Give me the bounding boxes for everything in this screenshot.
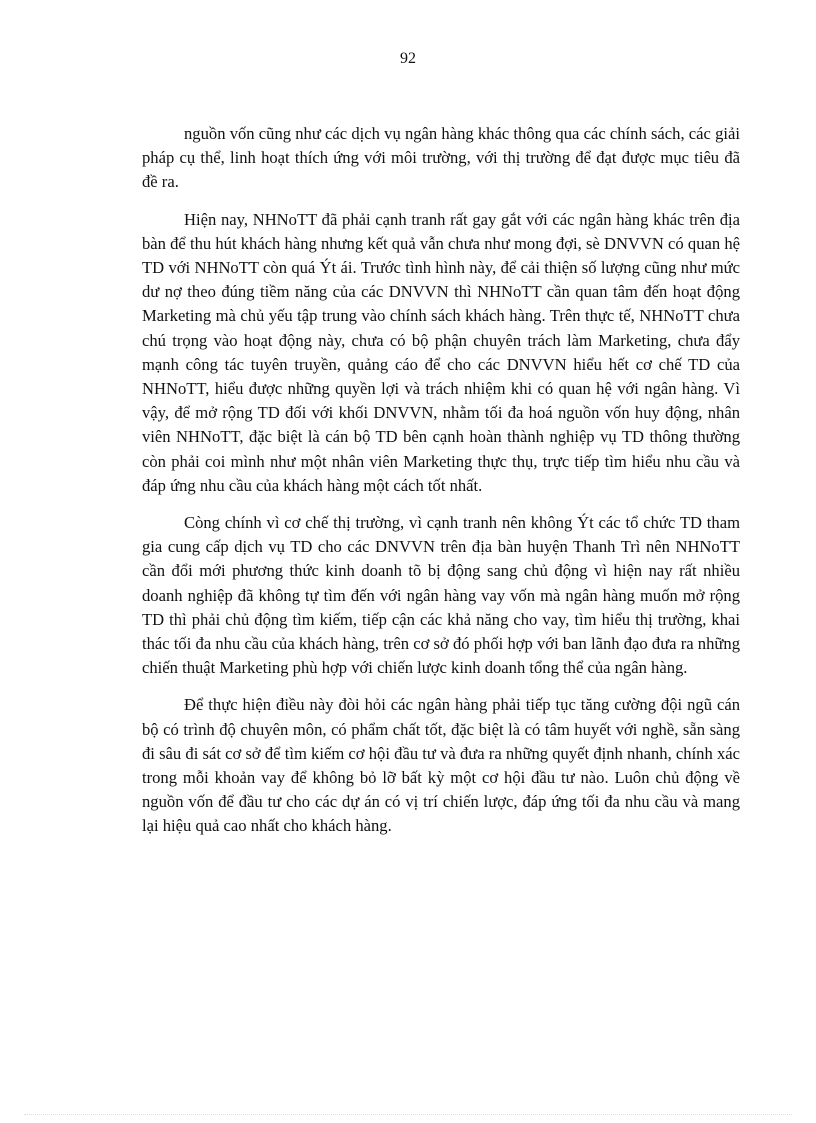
paragraph-3: Còng chính vì cơ chế thị trường, vì cạnh tranh nên không Ýt các tổ chức TD tham gia cung cấp dịch vụ TD cho các DNVVN trên địa bàn huyện Thanh Trì nên NHNoTT cần đổi mới phương thức kinh doanh tõ bị động sang chủ động vì hiện nay rất nhiều doanh nghiệp đã không tự tìm đến với ngân hàng vay vốn mà ngân hàng muốn mở rộng TD thì phải chủ động tìm kiếm, tiếp cận các khả năng cho vay, tìm hiểu thị trường, khai thác tối đa nhu cầu của khách hàng, trên cơ sở đó phối hợp với ban lãnh đạo đưa ra những chiến thuật Marketing phù hợp với chiến lược kinh doanh tổng thể của ngân hàng. bbox=[142, 513, 740, 678]
paragraph-1: nguồn vốn cũng như các dịch vụ ngân hàng khác thông qua các chính sách, các giải pháp cụ thể, linh hoạt thích ứng với môi trường, với thị trường để đạt được mục tiêu đã đề ra. bbox=[142, 124, 740, 192]
page-bottom-divider bbox=[24, 1114, 792, 1115]
body-text bbox=[142, 122, 740, 852]
paragraph-2: Hiện nay, NHNoTT đã phải cạnh tranh rất gay gắt với các ngân hàng khác trên địa bàn để thu hút khách hàng nhưng kết quả vẫn chưa như mong đợi, sè DNVVN có quan hệ TD với NHNoTT còn quá Ýt ái. Trước tình hình này, để cải thiện số lượng cũng như mức dư nợ theo đúng tiềm năng của các DNVVN thì NHNoTT cần quan tâm đến hoạt động Marketing mà chủ yếu tập trung vào chính sách khách hàng. Trên thực tế, NHNoTT chưa chú trọng vào hoạt động này, chưa có bộ phận chuyên trách làm Marketing, chưa đẩy mạnh công tác tuyên truyền, quảng cáo để cho các DNVVN hiểu hết cơ chế TD của NHNoTT, hiểu được những quyền lợi và trách nhiệm khi có quan hệ với ngân hàng. Vì vậy, để mở rộng TD đối với khối DNVVN, nhằm tối đa hoá nguồn vốn huy động, nhân viên NHNoTT, đặc biệt là cán bộ TD bên cạnh hoàn thành nghiệp vụ TD thông thường còn phải coi mình như một nhân viên Marketing thực thụ, trực tiếp tìm hiểu nhu cầu và đáp ứng nhu cầu của khách hàng một cách tốt nhất. bbox=[142, 209, 740, 495]
paragraph-4: Để thực hiện điều này đòi hỏi các ngân hàng phải tiếp tục tăng cường đội ngũ cán bộ có trình độ chuyên môn, có phẩm chất tốt, đặc biệt là có tâm huyết với nghề, sẵn sàng đi sâu đi sát cơ sở để tìm kiếm cơ hội đầu tư và đưa ra những quyết định nhanh, chính xác trong mỗi khoản vay để không bỏ lỡ bất kỳ một cơ hội đầu tư nào. Luôn chủ động về nguồn vốn để đầu tư cho các dự án có vị trí chiến lược, đáp ứng tối đa nhu cầu và mang lại hiệu quả cao nhất cho khách hàng. bbox=[142, 695, 740, 836]
page-number: 92 bbox=[400, 50, 416, 67]
